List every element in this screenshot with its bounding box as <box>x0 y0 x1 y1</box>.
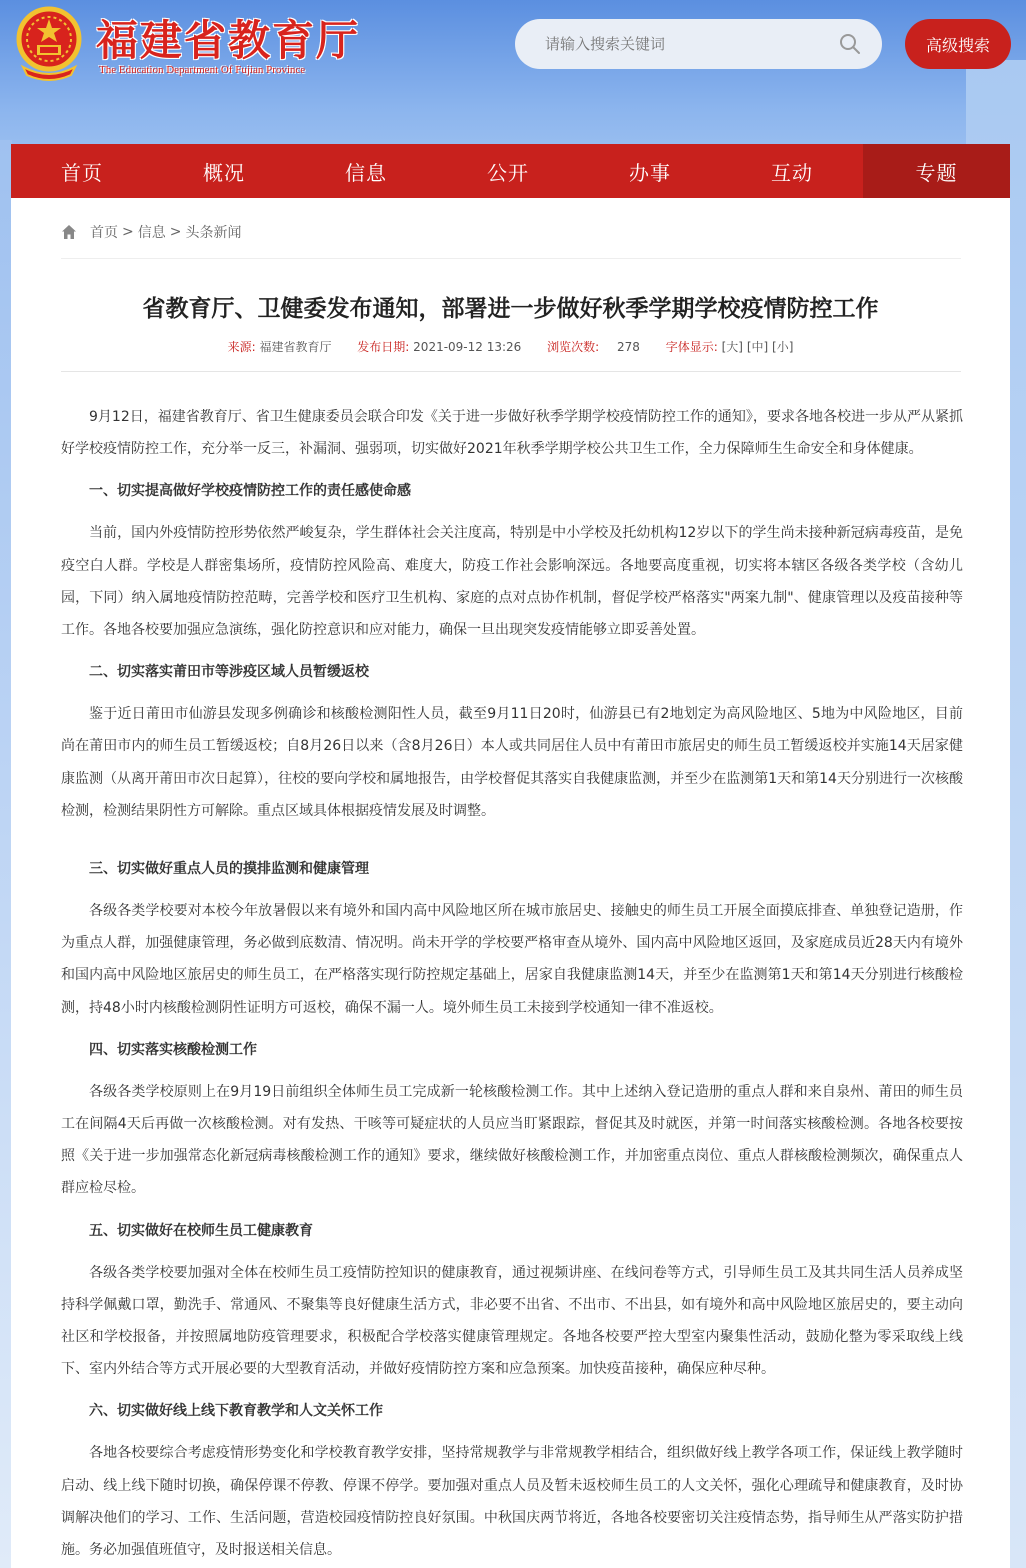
section-heading: 六、切实做好线上线下教育教学和人文关怀工作 <box>89 1403 383 1420</box>
main-nav <box>11 144 1010 198</box>
search-box <box>515 19 882 69</box>
font-size-small-link[interactable]: [小] <box>772 340 794 354</box>
nav-item-overview[interactable]: 概况 <box>203 160 245 185</box>
font-size-large-link[interactable]: [大] <box>721 340 743 354</box>
section-body: 各级各类学校原则上在9月19日前组织全体师生员工完成新一轮核酸检测工作。其中上述纳入登记造册的重点人群和来自泉州、莆田的师生员工在间隔4天后再做一次核酸检测。对有发热、干咳等可疑症状的人员应当盯紧跟踪，督促其及时就医，并第一时间落实核酸检测。各地各校要按照《关于进一步加强常态化新冠病毒核酸检测工作的通知》要求，继续做好核酸检测工作，并加密重点岗位、重点人群核酸检测频次，确保重点人群应检尽检。 <box>61 1083 963 1197</box>
date-label: 发布日期: <box>357 340 410 354</box>
nav-item-interaction[interactable]: 互动 <box>771 160 813 185</box>
divider <box>61 371 961 372</box>
section-heading: 四、切实落实核酸检测工作 <box>89 1041 257 1058</box>
breadcrumb-info[interactable]: 信息 <box>137 225 166 241</box>
section-body: 各地各校要综合考虑疫情形势变化和学校教育教学安排，坚持常规教学与非常规教学相结合，组织做好线上教学各项工作，保证线上教学随时启动、线上线下随时切换，确保停课不停教、停课不停学。要加强对重点人员及暂未返校师生员工的人文关怀，强化心理疏导和健康教育，及时协调解决他们的学习、工作、生活问题，营造校园疫情防控良好氛围。中秋国庆两节将近，各地各校要密切关注疫情态势，指导师生从严落实防护措施。务必加强值班值守，及时报送相关信息。 <box>61 1445 963 1559</box>
nav-item-info[interactable]: 信息 <box>345 160 387 185</box>
font-size-medium-link[interactable]: [中] <box>746 340 769 354</box>
article-body <box>61 401 963 1566</box>
nav-item-home[interactable]: 首页 <box>61 160 103 185</box>
section-body: 鉴于近日莆田市仙游县发现多例确诊和核酸检测阳性人员，截至9月11日20时，仙游县已有2地划定为高风险地区、5地为中风险地区，目前尚在莆田市内的师生员工暂缓返校；自8月26日以来（含8月26日）本人或共同居住人员中有莆田市旅居史的师生员工暂缓返校并实施14天居家健康监测（从离开莆田市次日起算），往校的要向学校和属地报告，由学校督促其落实自我健康监测，并至少在监测第1天和第14天分别进行一次核酸检测，检测结果阴性方可解除。重点区域具体根据疫情发展及时调整。 <box>61 706 963 819</box>
breadcrumb-headlines[interactable]: 头条新闻 <box>185 225 242 241</box>
source-value: 福建省教育厅 <box>259 340 332 354</box>
date-value: 2021-09-12 13:26 <box>413 340 522 354</box>
section-body: 当前，国内外疫情防控形势依然严峻复杂，学生群体社会关注度高，特别是中小学校及托幼机构12岁以下的学生尚未接种新冠病毒疫苗，是免疫空白人群。学校是人群密集场所，疫情防控风险高、难度大，防疫工作社会影响深远。各地要高度重视，切实将本辖区各级各类学校（含幼儿园，下同）纳入属地疫情防控范畴，完善学校和医疗卫生机构、家庭的点对点协作机制，督促学校严格落实"两案九制"、健康管理以及疫苗接种等工作。各地各校要加强应急演练，强化防控意识和应对能力，确保一旦出现突发疫情能够立即妥善处置。 <box>61 525 963 639</box>
font-size-label: 字体显示: <box>665 340 718 354</box>
views-label: 浏览次数: <box>547 340 600 354</box>
article-intro: 9月12日，福建省教育厅、省卫生健康委员会联合印发《关于进一步做好秋季学期学校疫情防控工作的通知》，要求各地各校进一步从严从紧抓好学校疫情防控工作，充分举一反三，补漏洞、强弱项，切实做好2021年秋季学期学校公共卫生工作，全力保障师生生命安全和身体健康。 <box>61 409 963 458</box>
article-meta <box>11 338 1010 355</box>
search-input[interactable] <box>545 35 838 53</box>
breadcrumb <box>61 222 241 242</box>
national-emblem-icon <box>13 5 85 81</box>
site-name-en: The Education Department Of Fujian Province <box>99 64 306 76</box>
section-heading: 三、切实做好重点人员的摸排监测和健康管理 <box>89 861 369 878</box>
article-title: 省教育厅、卫健委发布通知，部署进一步做好秋季学期学校疫情防控工作 <box>142 296 879 322</box>
breadcrumb-separator: > <box>169 224 182 240</box>
section-heading: 一、切实提高做好学校疫情防控工作的责任感使命感 <box>89 483 411 500</box>
search-icon[interactable] <box>838 32 862 56</box>
source-label: 来源: <box>227 340 256 354</box>
nav-item-public[interactable]: 公开 <box>487 160 529 185</box>
section-heading: 五、切实做好在校师生员工健康教育 <box>89 1222 313 1239</box>
nav-item-topics[interactable]: 专题 <box>863 144 1010 198</box>
divider <box>61 258 961 259</box>
site-name[interactable]: 福建省教育厅 <box>96 16 361 65</box>
section-body: 各级各类学校要加强对全体在校师生员工疫情防控知识的健康教育，通过视频讲座、在线问卷等方式，引导师生员工及其共同生活人员养成坚持科学佩戴口罩，勤洗手、常通风、不聚集等良好健康生活方式，非必要不出省、不出市、不出县，如有境外和高中风险地区旅居史的，要主动向社区和学校报备，并按照属地防疫管理要求，积极配合学校落实健康管理规定。各地各校要严控大型室内聚集性活动，鼓励化整为零采取线上线下、室内外结合等方式开展必要的大型教育活动，并做好疫情防控方案和应急预案。加快疫苗接种，确保应种尽种。 <box>61 1264 963 1378</box>
advanced-search-button[interactable]: 高级搜索 <box>905 19 1011 69</box>
nav-item-services[interactable]: 办事 <box>629 160 671 185</box>
article-card <box>11 198 1010 1568</box>
section-heading: 二、切实落实莆田市等涉疫区域人员暂缓返校 <box>89 664 369 681</box>
views-value: 278 <box>617 340 640 354</box>
section-body: 各级各类学校要对本校今年放暑假以来有境外和国内高中风险地区所在城市旅居史、接触史的师生员工开展全面摸底排查、单独登记造册，作为重点人群，加强健康管理，务必做到底数清、情况明。尚未开学的学校要严格审查从境外、国内高中风险地区返回，及家庭成员近28天内有境外和国内高中风险地区旅居史的师生员工，在严格落实现行防控规定基础上，居家自我健康监测14天，并至少在监测第1天和第14天分别进行核酸检测，持48小时内核酸检测阴性证明方可返校，确保不漏一人。境外师生员工未接到学校通知一律不准返校。 <box>61 903 963 1016</box>
home-icon <box>61 224 77 240</box>
breadcrumb-home[interactable]: 首页 <box>90 225 118 241</box>
breadcrumb-separator: > <box>122 224 134 240</box>
